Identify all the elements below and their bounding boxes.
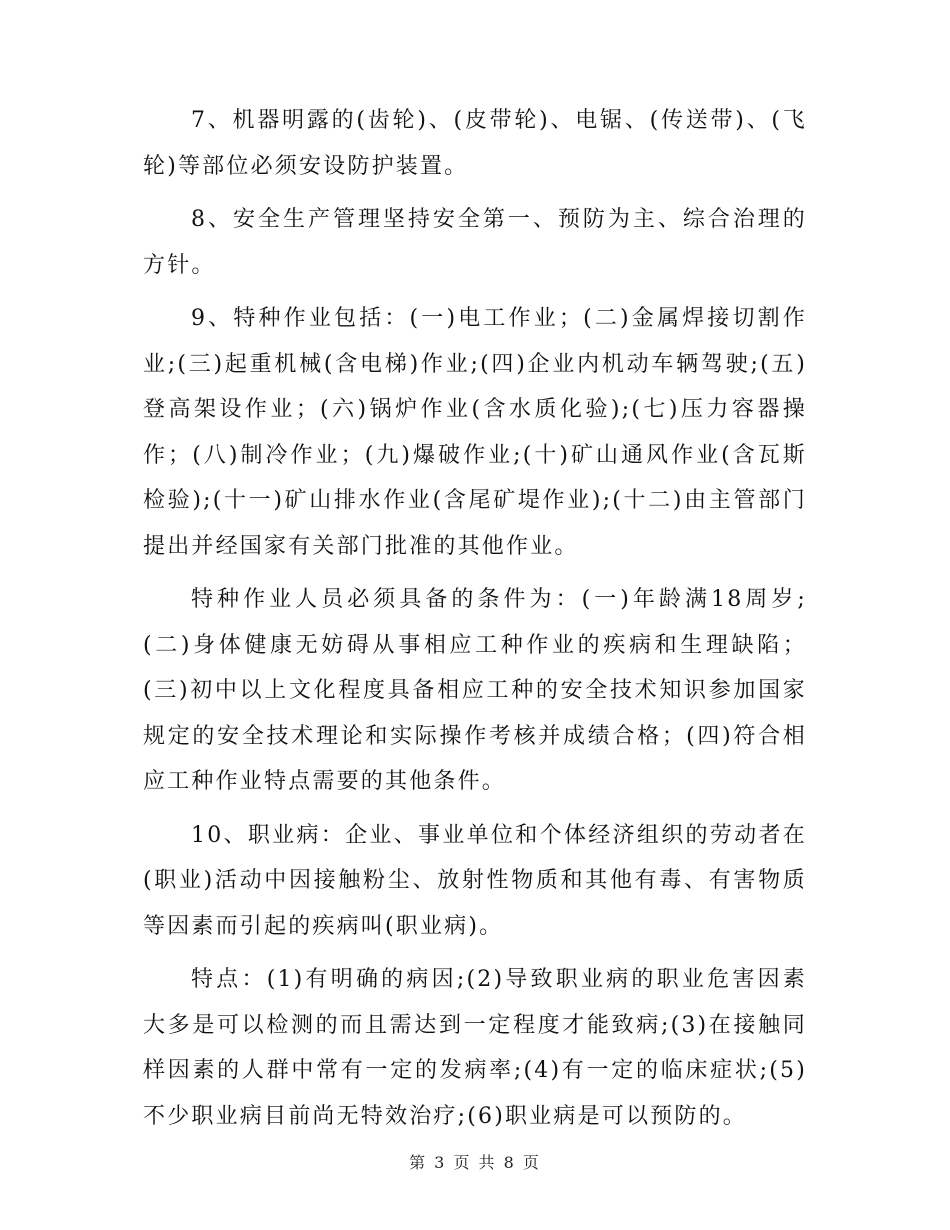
paragraph-disease-characteristics: 特点：(1)有明确的病因;(2)导致职业病的职业危害因素大多是可以检测的而且需达到一定程度才能致病;(3)在接触同样因素的人群中常有一定的发病率;(4)有一定的临床症状;(5)不少职业病目前尚无特效治疗;(6)职业病是可以预防的。 [143,967,807,1129]
paragraph-10-occupational-disease: 10、职业病：企业、事业单位和个体经济组织的劳动者在(职业)活动中因接触粉尘、放射性物质和其他有毒、有害物质等因素而引起的疾病叫(职业病)。 [143,822,807,939]
paragraph-7-machine-guards: 7、机器明露的(齿轮)、(皮带轮)、电锯、(传送带)、(飞轮)等部位必须安设防护装置。 [143,108,807,179]
document-body [143,98,807,1147]
paragraph-9-special-operations: 9、特种作业包括：(一)电工作业；(二)金属焊接切割作业;(三)起重机械(含电梯)作业;(四)企业内机动车辆驾驶;(五)登高架设作业；(六)锅炉作业(含水质化验);(七)压力容器操作；(八)制冷作业；(九)爆破作业;(十)矿山通风作业(含瓦斯检验);(十一)矿山排水作业(含尾矿堤作业);(十二)由主管部门提出并经国家有关部门批准的其他作业。 [143,306,807,559]
paragraph-8-safety-policy: 8、安全生产管理坚持安全第一、预防为主、综合治理的方针。 [143,207,807,278]
paragraph-operator-requirements: 特种作业人员必须具备的条件为：(一)年龄满18周岁;(二)身体健康无妨碍从事相应工种作业的疾病和生理缺陷；(三)初中以上文化程度具备相应工种的安全技术知识参加国家规定的安全技术理论和实际操作考核并成绩合格；(四)符合相应工种作业特点需要的其他条件。 [143,587,807,794]
page-number-footer: 第 3 页 共 8 页 [409,1153,541,1172]
